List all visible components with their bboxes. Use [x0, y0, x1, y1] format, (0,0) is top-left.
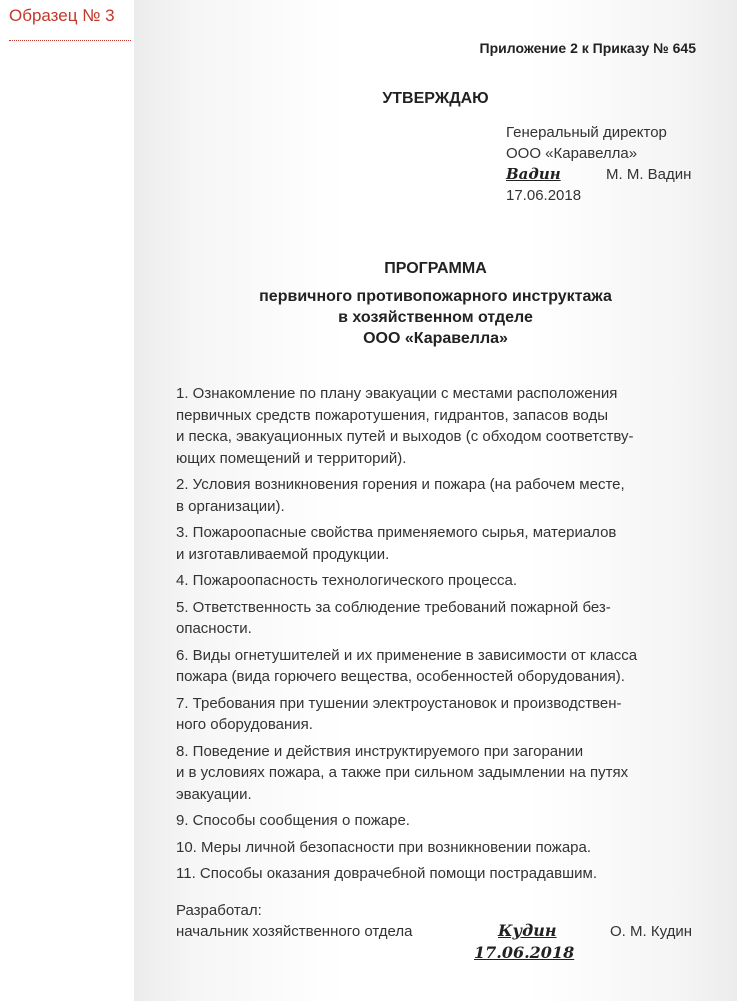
- developer-date: 17.06.2018: [474, 943, 575, 962]
- approver-company: ООО «Каравелла»: [506, 145, 638, 162]
- list-item: 1. Ознакомление по плану эвакуации с местами расположения первичных средств пожаротушения, гидрантов, запасов воды и песка, эвакуационных путей и выходов (с обходом соответству- ющих помещений и территорий).: [176, 385, 634, 467]
- approver-date: 17.06.2018: [506, 187, 582, 204]
- developer-name: О. М. Кудин: [610, 923, 692, 940]
- title-line-4: ООО «Каравелла»: [363, 330, 508, 347]
- list-item: 11. Способы оказания доврачебной помощи пострадавшим.: [176, 865, 597, 882]
- developer-signature: Кудин: [498, 921, 557, 940]
- title-line-1: ПРОГРАММА: [384, 260, 487, 277]
- list-item: 4. Пожароопасность технологического процесса.: [176, 572, 518, 589]
- list-item: 10. Меры личной безопасности при возникновении пожара.: [176, 838, 592, 856]
- sample-label: Образец № 3: [9, 6, 131, 41]
- list-item: 8. Поведение и действия инструктируемого при загорании и в условиях пожара, а также при сильном задымлении на путях эвакуации.: [176, 742, 629, 803]
- document-page: [134, 0, 737, 1001]
- list-item: 9. Способы сообщения о пожаре.: [176, 812, 410, 829]
- list-item: 7. Требования при тушении электроустановок и производствен- ного оборудования.: [176, 694, 622, 733]
- list-item: 6. Виды огнетушителей и их применение в зависимости от класса пожара (вида горючего вещества, особенностей оборудования).: [176, 646, 638, 685]
- developer-label: Разработал:: [176, 902, 262, 919]
- list-item: 3. Пожароопасные свойства применяемого сырья, материалов и изготавливаемой продукции.: [176, 524, 617, 563]
- approver-block: [506, 122, 706, 206]
- title-line-3: в хозяйственном отделе: [338, 309, 533, 326]
- title-line-2: первичного противопожарного инструктажа: [259, 288, 612, 305]
- program-title: [134, 258, 737, 349]
- approve-heading: УТВЕРЖДАЮ: [382, 90, 489, 107]
- list-item: 5. Ответственность за соблюдение требований пожарной без- опасности.: [176, 598, 611, 637]
- program-items-list: [176, 383, 706, 890]
- appendix-note: Приложение 2 к Приказу № 645: [479, 40, 696, 56]
- list-item: 2. Условия возникновения горения и пожара (на рабочем месте, в организации).: [176, 476, 625, 515]
- approver-name: М. М. Вадин: [606, 166, 692, 183]
- approver-signature: Вадин: [506, 165, 561, 183]
- developer-position: начальник хозяйственного отдела: [176, 923, 413, 940]
- approver-signature-row: [506, 164, 706, 185]
- approver-position: Генеральный директор: [506, 124, 667, 141]
